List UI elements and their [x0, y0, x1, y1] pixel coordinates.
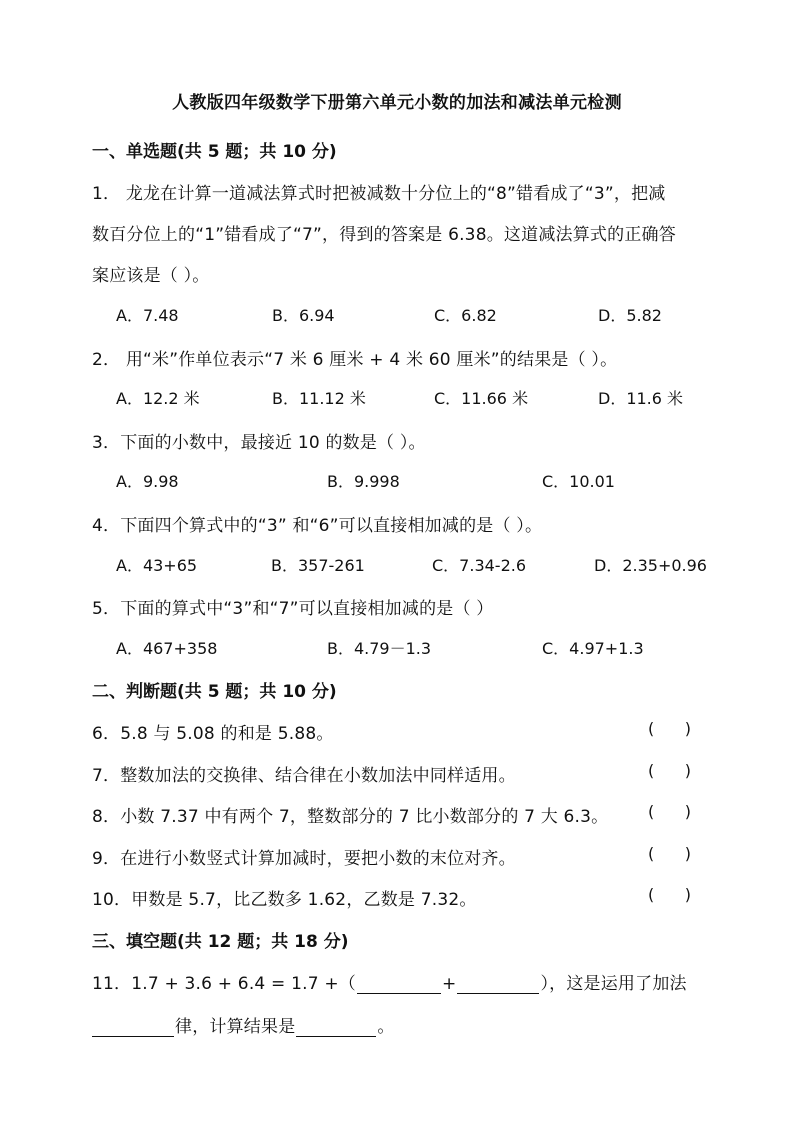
- question-10-answer-paren: ( ): [648, 885, 691, 904]
- question-2-option-a: A．12.2 米: [116, 389, 200, 408]
- question-11-blank-2[interactable]: [457, 975, 539, 994]
- question-11-period: 。: [377, 1017, 395, 1037]
- question-2-text: 2． 用“米”作单位表示“7 米 6 厘米 + 4 米 60 厘米”的结果是（ ）。: [92, 350, 618, 370]
- question-4-option-b: B．357-261: [271, 556, 365, 575]
- question-11-line-2: [92, 1012, 395, 1037]
- question-11-law-prompt: ），这是运用了加法: [540, 974, 687, 994]
- question-7-answer-paren: ( ): [648, 761, 691, 780]
- question-1-option-a: A．7.48: [116, 306, 179, 325]
- question-4-option-c: C．7.34-2.6: [432, 556, 527, 575]
- question-11-line-1: [92, 969, 687, 994]
- question-6-answer-paren: ( ): [648, 719, 691, 738]
- question-8-text: 8．小数 7.37 中有两个 7，整数部分的 7 比小数部分的 7 大 6.3。: [92, 807, 609, 827]
- section-heading-single-choice: 一、单选题(共 5 题；共 10 分): [92, 142, 337, 162]
- question-3-option-a: A．9.98: [116, 472, 179, 491]
- question-5-option-b: B．4.79－1.3: [327, 639, 432, 658]
- question-11-expression: 11．1.7 + 3.6 + 6.4 = 1.7 +（: [92, 974, 356, 994]
- question-1-line-2: 数百分位上的“1”错看成了“7”，得到的答案是 6.38。这道减法算式的正确答: [92, 225, 676, 245]
- question-4-text: 4．下面四个算式中的“3” 和“6”可以直接相加减的是（ ）。: [92, 516, 543, 536]
- question-2-option-d: D．11.6 米: [598, 389, 684, 408]
- question-5-option-c: C．4.97+1.3: [542, 639, 644, 658]
- question-3-option-c: C．10.01: [542, 472, 615, 491]
- question-1-option-c: C．6.82: [434, 306, 497, 325]
- question-3-option-b: B．9.998: [327, 472, 400, 491]
- question-5-text: 5．下面的算式中“3”和“7”可以直接相加减的是（ ）: [92, 599, 494, 619]
- question-11-result-prompt: 律，计算结果是: [175, 1017, 296, 1037]
- question-6-text: 6．5.8 与 5.08 的和是 5.88。: [92, 724, 334, 744]
- question-2-option-b: B．11.12 米: [272, 389, 366, 408]
- question-1-option-b: B．6.94: [272, 306, 335, 325]
- question-4-option-a: A．43+65: [116, 556, 198, 575]
- question-4-option-d: D．2.35+0.96: [594, 556, 707, 575]
- question-1-line-3: 案应该是（ ）。: [92, 266, 210, 286]
- section-heading-true-false: 二、判断题(共 5 题；共 10 分): [92, 682, 337, 702]
- question-11-blank-3[interactable]: [92, 1018, 174, 1037]
- question-1-line-1: 1． 龙龙在计算一道减法算式时把被减数十分位上的“8”错看成了“3”，把减: [92, 184, 666, 204]
- question-10-text: 10．甲数是 5.7，比乙数多 1.62，乙数是 7.32。: [92, 890, 477, 910]
- question-7-text: 7．整数加法的交换律、结合律在小数加法中同样适用。: [92, 766, 516, 786]
- question-11-blank-1[interactable]: [357, 975, 441, 994]
- page-title: 人教版四年级数学下册第六单元小数的加法和减法单元检测: [172, 93, 622, 113]
- question-3-text: 3．下面的小数中，最接近 10 的数是（ ）。: [92, 433, 426, 453]
- question-1-option-d: D．5.82: [598, 306, 662, 325]
- question-9-text: 9．在进行小数竖式计算加减时，要把小数的末位对齐。: [92, 849, 516, 869]
- question-11-plus: +: [441, 974, 457, 994]
- question-2-option-c: C．11.66 米: [434, 389, 529, 408]
- section-heading-fill-in: 三、填空题(共 12 题；共 18 分): [92, 932, 349, 952]
- question-11-blank-4[interactable]: [296, 1018, 376, 1037]
- question-5-option-a: A．467+358: [116, 639, 218, 658]
- question-9-answer-paren: ( ): [648, 844, 691, 863]
- question-8-answer-paren: ( ): [648, 802, 691, 821]
